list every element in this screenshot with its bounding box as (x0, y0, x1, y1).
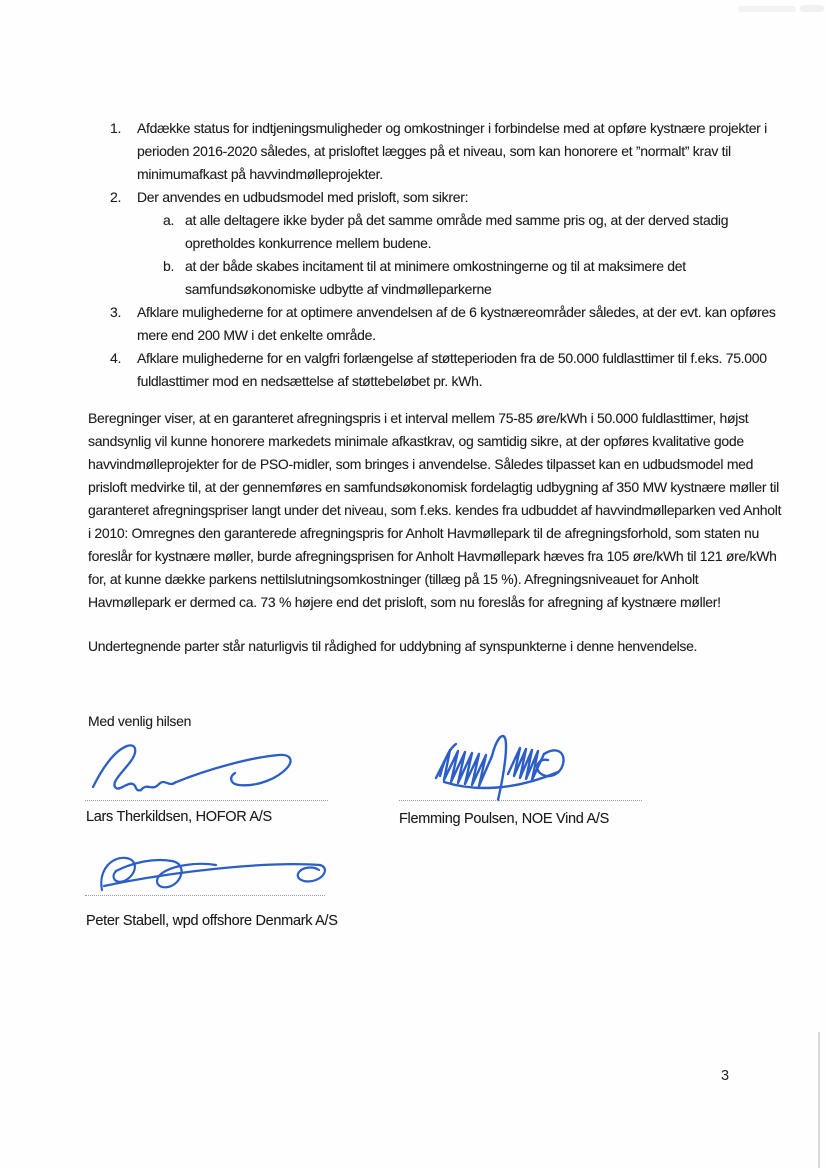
scan-artifact-edge-line (818, 1032, 820, 1168)
signature-flemming-poulsen (426, 716, 576, 804)
signature-line-2 (399, 800, 642, 801)
list-item-3 (110, 301, 826, 347)
salutation-line: Med venlig hilsen (88, 713, 192, 729)
signatory-name-1: Lars Therkildsen, HOFOR A/S (86, 809, 272, 825)
page-number: 3 (721, 1068, 730, 1084)
list-item-2a-marker: a. (163, 212, 175, 228)
list-item-1 (110, 117, 826, 186)
signature-peter-stabell (90, 848, 335, 900)
paragraph-calculations: Beregninger viser, at en garanteret afregningspris i et interval mellem 75-85 øre/kWh i 50.000 fuldlasttimer, højst sandsynlig vil kunne honorere markedets minimale afkastkrav, og samtidig sikre, at der opføres kvalitative gode havvindmølleprojekter for de PSO-midler, som bringes i anvendelse. Således tilpasset kan en udbudsmodel med prisloft medvirke til, at der gennemføres en samfundsøkonomisk fordelagtig udbygning af 350 MW kystnære møller til garanteret afregningspriser langt under det niveau, som f.eks. kendes fra udbuddet af havvindmølleparken ved Anholt i 2010: Omregnes den garanterede afregningspris for Anholt Havmøllepark til de afregningsforhold, som staten nu foreslår for kystnære møller, burde afregningsprisen for Anholt Havmøllepark hæves fra 105 øre/kWh til 121 øre/kWh for, at kunne dække parkens nettilslutningsomkostninger (tillæg på 15 %). Afregningsniveauet for Anholt Havmøllepark er dermed ca. 73 % højere end det prisloft, som nu foreslås for afregning af kystnære møller! (88, 410, 782, 610)
list-item-2a (163, 209, 826, 255)
list-item-4-text: Afklare mulighederne for en valgfri forlængelse af støtteperioden fra de 50.000 fuldlasttimer til f.eks. 75.000 fuldlasttimer mod en nedsættelse af støttebeløbet pr. kWh. (137, 350, 767, 389)
list-item-3-text: Afklare mulighederne for at optimere anvendelsen af de 6 kystnæreområder således, at der evt. kan opføres mere end 200 MW i det enkelte område. (137, 304, 776, 343)
paragraph-closing: Undertegnende parter står naturligvis til rådighed for uddybning af synspunkterne i denne henvendelse. (88, 638, 698, 654)
list-item-4 (110, 347, 826, 393)
list-item-2b-marker: b. (163, 258, 175, 274)
list-item-2-text: Der anvendes en udbudsmodel med prisloft, som sikrer: (137, 189, 469, 205)
list-item-2b (163, 255, 826, 301)
signature-line-1 (85, 800, 328, 801)
list-item-2b-text: at der både skabes incitament til at minimere omkostningerne og til at maksimere det samfundsøkonomiske udbytte af vindmølleparkerne (185, 258, 686, 297)
list-item-3-marker: 3. (110, 304, 122, 320)
list-item-2-marker: 2. (110, 189, 122, 205)
scan-artifact-smudge (738, 6, 796, 12)
list-item-2a-text: at alle deltagere ikke byder på det samme område med samme pris og, at der derved stadig opretholdes konkurrence mellem budene. (185, 212, 729, 251)
list-item-4-marker: 4. (110, 350, 122, 366)
signature-line-3 (85, 895, 325, 896)
list-item-1-marker: 1. (110, 120, 122, 136)
numbered-list (110, 117, 826, 393)
letter-body (0, 117, 826, 733)
list-item-2 (110, 186, 826, 209)
signatory-name-2: Flemming Poulsen, NOE Vind A/S (399, 811, 609, 827)
signatory-name-3: Peter Stabell, wpd offshore Denmark A/S (86, 913, 338, 929)
signature-lars-therkildsen (86, 735, 301, 803)
list-item-1-text: Afdække status for indtjeningsmuligheder og omkostninger i forbindelse med at opføre kystnære projekter i perioden 2016-2020 således, at prisloftet lægges på et niveau, som kan honorere et ”normalt” krav til minimumafkast på havvindmølleprojekter. (137, 120, 767, 182)
scan-artifact-smudge (800, 5, 824, 12)
